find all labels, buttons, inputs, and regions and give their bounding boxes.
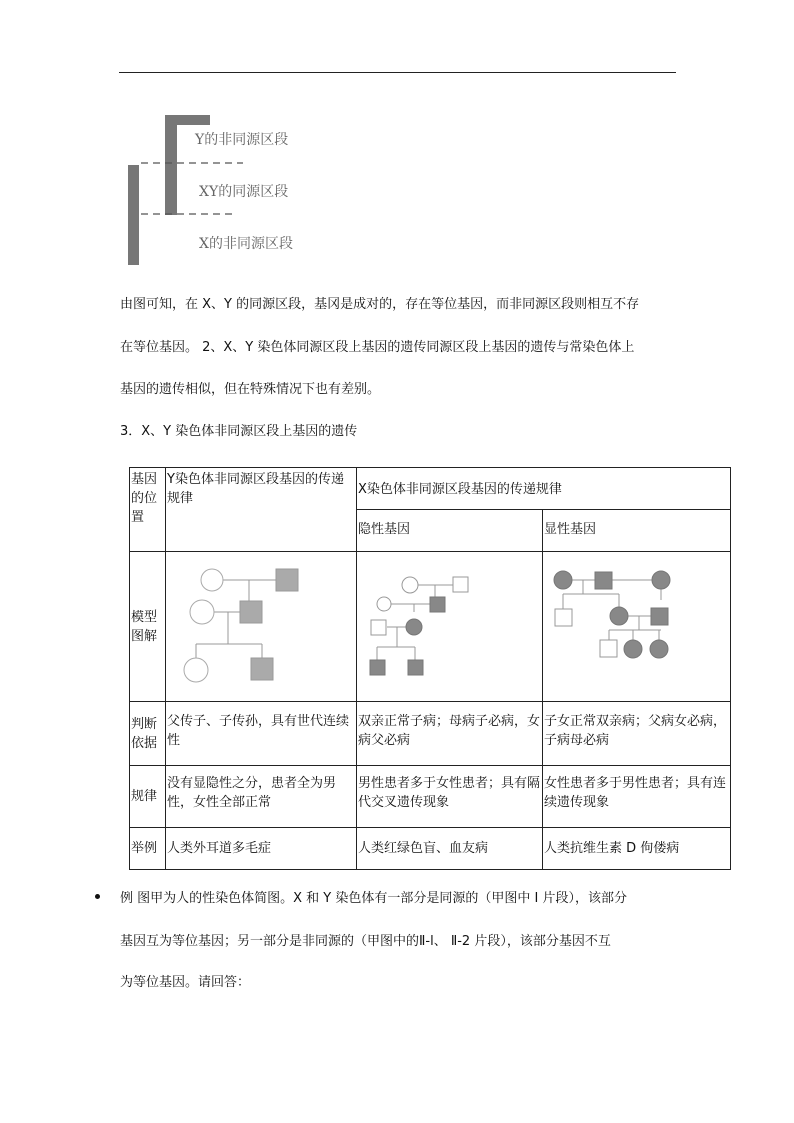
male-affected-3 <box>251 658 273 680</box>
male-affected-2 <box>370 660 385 675</box>
male-affected-1 <box>430 597 445 612</box>
female-normal-2 <box>190 600 214 624</box>
female-affected <box>406 619 422 635</box>
female-affected-3 <box>610 607 628 625</box>
cell-rule-dominant: 女性患者多于男性患者；具有连续遗传现象 <box>543 766 731 828</box>
y-chromosome-hook <box>165 115 210 125</box>
sex-chromosome-diagram <box>115 105 345 275</box>
female-affected-4 <box>624 640 642 658</box>
cell-row-model: 模型图解 <box>130 552 166 702</box>
cell-model-y <box>166 552 357 702</box>
cell-head-recessive: 隐性基因 <box>357 510 543 552</box>
female-affected-1 <box>554 571 572 589</box>
label-x-nonhomologous: X的非同源区段 <box>199 236 293 252</box>
cell-rule-recessive: 男性患者多于女性患者；具有隔代交叉遗传现象 <box>357 766 543 828</box>
cell-model-recessive <box>357 552 543 702</box>
pedigree-y-linked <box>166 552 356 695</box>
inheritance-table <box>129 467 731 870</box>
section-heading-3: 3．X、Y 染色体非同源区段上基因的遗传 <box>120 424 358 439</box>
female-affected-2 <box>652 571 670 589</box>
pedigree-x-dominant <box>543 552 729 695</box>
cell-example-y: 人类外耳道多毛症 <box>166 828 357 870</box>
example-line-1: 例 图甲为人的性染色体简图。X 和 Y 染色体有一部分是同源的（甲图中 I 片段），该部分 <box>120 891 627 906</box>
cell-row-example: 举例 <box>130 828 166 870</box>
header-rule <box>119 72 676 73</box>
male-affected-1 <box>276 569 298 591</box>
female-affected-5 <box>650 640 668 658</box>
cell-row-basis: 判断依据 <box>130 702 166 766</box>
cell-basis-dominant: 子女正常双亲病；父病女必病，子病母必病 <box>543 702 731 766</box>
cell-example-recessive: 人类红绿色盲、血友病 <box>357 828 543 870</box>
male-normal-2 <box>600 640 617 657</box>
male-affected-3 <box>408 660 423 675</box>
pedigree-x-recessive <box>357 552 541 695</box>
cell-head-dominant: 显性基因 <box>543 510 731 552</box>
cell-model-dominant <box>543 552 731 702</box>
female-normal-1 <box>402 577 418 593</box>
male-normal-1 <box>453 577 468 592</box>
cell-rule-y: 没有显隐性之分，患者全为男性，女性全部正常 <box>166 766 357 828</box>
cell-head-x: X染色体非同源区段基因的传递规律 <box>357 468 731 510</box>
bullet-dot <box>95 894 100 899</box>
male-normal-1 <box>555 609 572 626</box>
female-carrier <box>377 597 391 611</box>
paragraph-2: 在等位基因。 2、X、Y 染色体同源区段上基因的遗传同源区段上基因的遗传与常染色体上 <box>120 340 635 355</box>
paragraph-1: 由图可知，在 X、Y 的同源区段，基冈是成对的，存在等位基因，而非同源区段则相互不存 <box>120 297 640 312</box>
label-xy-homologous: XY的同源区段 <box>199 184 289 200</box>
example-line-3: 为等位基因。请回答： <box>120 975 251 990</box>
y-chromosome-bar <box>165 115 177 215</box>
female-normal-1 <box>201 569 223 591</box>
male-affected-1 <box>595 572 612 589</box>
label-y-nonhomologous: Y的非同源区段 <box>195 132 289 148</box>
x-chromosome-bar <box>128 165 139 265</box>
cell-basis-recessive: 双亲正常子病；母病子必病，女病父必病 <box>357 702 543 766</box>
cell-example-dominant: 人类抗维生素 D 佝偻病 <box>543 828 731 870</box>
male-normal-2 <box>371 620 386 635</box>
male-affected-2 <box>240 601 262 623</box>
female-normal-3 <box>184 658 208 682</box>
cell-basis-y: 父传子、子传孙，具有世代连续性 <box>166 702 357 766</box>
cell-row-rule: 规律 <box>130 766 166 828</box>
cell-head-position: 基因的位置 <box>130 468 166 552</box>
example-line-2: 基因互为等位基因；另一部分是非同源的（甲图中的Ⅱ-l、 Ⅱ-2 片段），该部分基因不互 <box>120 934 611 949</box>
male-affected-2 <box>651 608 668 625</box>
cell-head-y: Y染色体非同源区段基因的传递规律 <box>166 468 357 552</box>
paragraph-3: 基因的遗传相似，但在特殊情况下也有差别。 <box>120 382 381 397</box>
